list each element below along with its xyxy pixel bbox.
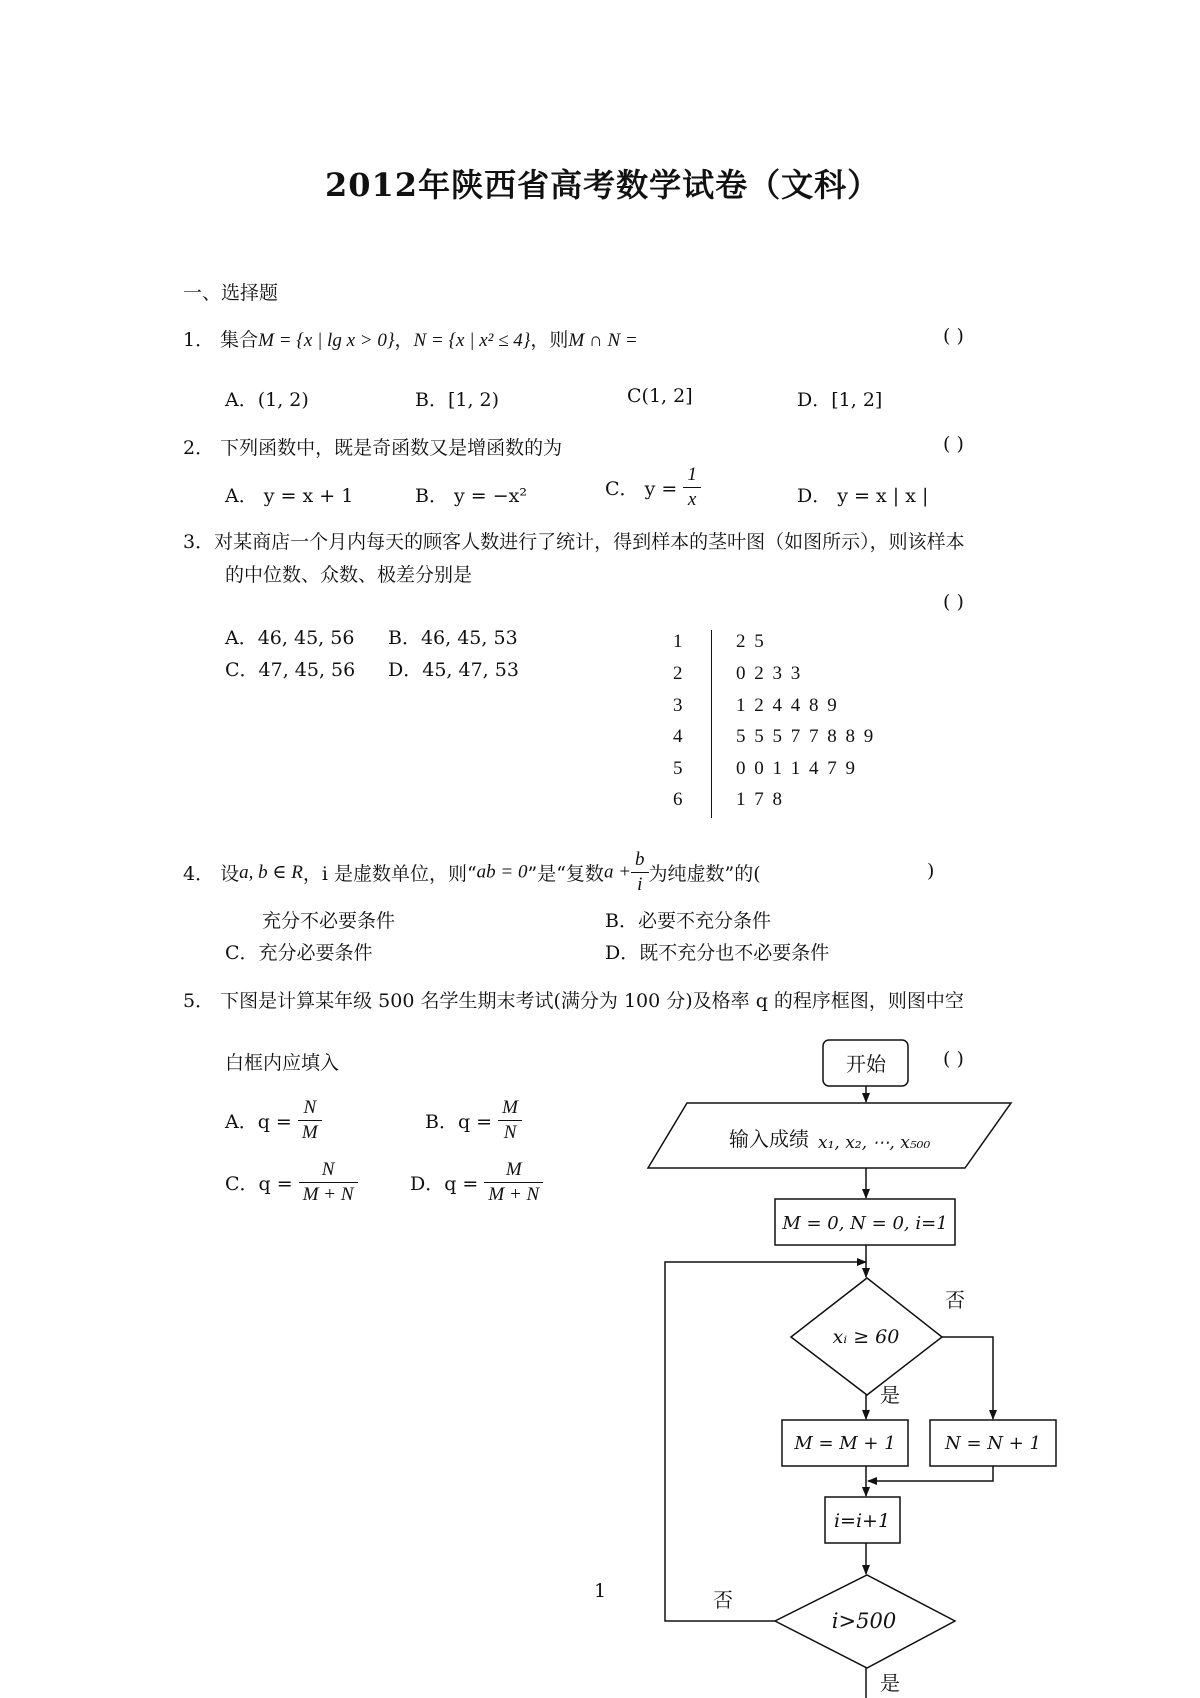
- question-number: 4．: [183, 863, 215, 885]
- stem-value: 5: [673, 758, 683, 779]
- question-text: 设: [220, 863, 240, 885]
- option-a: 充分不必要条件: [262, 910, 396, 932]
- option-b: B． y = −x²: [415, 485, 527, 507]
- question-text: 下列函数中，既是奇函数又是增函数的为: [220, 437, 563, 459]
- question-text-line2: 白框内应填入: [225, 1052, 340, 1074]
- option-a: A．(1, 2): [225, 389, 309, 411]
- stem-value: 3: [673, 695, 683, 716]
- math-expression: a +: [603, 861, 632, 883]
- question-text-line2: 的中位数、众数、极差分别是: [225, 564, 473, 586]
- question-number: 3．: [183, 531, 215, 553]
- fraction-denominator: N: [503, 1122, 517, 1143]
- math-expression: a, b ∈ R: [239, 862, 303, 883]
- stem-value: 4: [673, 726, 683, 747]
- section-heading: 一、选择题: [183, 282, 279, 304]
- yes-label-2: 是: [880, 1671, 900, 1695]
- option-label: A．q =: [225, 1111, 292, 1133]
- question-number: 2．: [183, 437, 215, 459]
- option-d: D．45, 47, 53: [388, 659, 519, 681]
- connector: [942, 1337, 993, 1419]
- question-number: 1．: [183, 329, 215, 351]
- fraction-numerator: N: [299, 1158, 358, 1183]
- answer-paren: ( ): [943, 1048, 964, 1070]
- fraction-denominator: M + N: [302, 1184, 354, 1205]
- connector: [868, 1466, 993, 1481]
- option-a: A．46, 45, 56: [225, 627, 355, 649]
- option-label: C． y =: [605, 478, 678, 500]
- option-label: C．q =: [225, 1173, 293, 1195]
- leaf-values: 2 5: [736, 631, 766, 652]
- option-d: D． y = x | x |: [797, 485, 929, 507]
- answer-paren: ( ): [943, 325, 964, 347]
- input-vars: x₁, x₂, ⋯, x₅₀₀: [818, 1133, 931, 1153]
- fraction-numerator: M: [498, 1096, 522, 1121]
- leaf-values: 5 5 5 7 7 8 8 9: [736, 726, 876, 747]
- question-text: 下图是计算某年级 500 名学生期末考试(满分为 100 分)及格率 q 的程序框图，则图中空: [220, 990, 964, 1012]
- page-number: 1: [594, 1580, 607, 1602]
- option-c: C(1, 2]: [627, 385, 693, 407]
- decision-2-label: i>500: [831, 1609, 897, 1633]
- start-label: 开始: [846, 1052, 886, 1076]
- math-expression: ab = 0: [476, 861, 528, 883]
- set-n: N = {x | x² ≤ 4}: [413, 330, 531, 351]
- question-number: 5．: [183, 990, 215, 1012]
- answer-paren: ( ): [943, 591, 964, 613]
- option-b: B．必要不充分条件: [605, 910, 771, 932]
- expression: M ∩ N =: [568, 330, 638, 351]
- option-c: C．47, 45, 56: [225, 659, 356, 681]
- option-d: D．既不充分也不必要条件: [605, 942, 830, 964]
- leaf-values: 1 2 4 4 8 9: [736, 695, 839, 716]
- option-d: D．[1, 2]: [797, 389, 883, 411]
- page-title: 2012年陕西省高考数学试卷（文科）: [325, 166, 881, 204]
- fraction-denominator: M + N: [488, 1184, 540, 1205]
- separator: ，: [394, 329, 414, 351]
- question-text: ，i 是虚数单位，则“: [302, 863, 477, 885]
- init-label: M = 0, N = 0, i=1: [782, 1213, 948, 1234]
- stem-value: 2: [673, 663, 683, 684]
- input-label: 输入成绩: [729, 1127, 809, 1151]
- question-text: ”是“复数: [527, 863, 604, 885]
- decision-1-label: xᵢ ≥ 60: [832, 1326, 900, 1348]
- fraction-denominator: i: [637, 874, 643, 895]
- stem-value: 6: [673, 789, 683, 810]
- leaf-values: 0 2 3 3: [736, 663, 803, 684]
- question-text: 集合: [220, 329, 259, 351]
- fraction-numerator: N: [298, 1096, 322, 1121]
- leaf-values: 1 7 8: [736, 789, 784, 810]
- option-a: A． y = x + 1: [225, 485, 354, 507]
- leaf-values: 0 0 1 1 4 7 9: [736, 758, 857, 779]
- question-text: 为纯虚数”的(: [648, 863, 761, 885]
- i-increment-label: i=i+1: [833, 1510, 891, 1532]
- option-label: D．q =: [410, 1173, 479, 1195]
- yes-label-1: 是: [880, 1383, 900, 1407]
- question-text: ，则: [530, 329, 569, 351]
- stem-value: 1: [673, 631, 683, 652]
- no-label-2: 否: [713, 1588, 733, 1612]
- n-increment-label: N = N + 1: [944, 1433, 1042, 1454]
- fraction-numerator: M: [484, 1158, 543, 1183]
- fraction-numerator: 1: [683, 463, 701, 488]
- fraction-denominator: M: [301, 1122, 318, 1143]
- option-label: B．q =: [425, 1111, 493, 1133]
- answer-paren-close: ): [927, 860, 935, 882]
- option-b: B．[1, 2): [415, 389, 500, 411]
- answer-paren: ( ): [943, 433, 964, 455]
- fraction-denominator: x: [687, 489, 697, 510]
- question-text: 对某商店一个月内每天的顾客人数进行了统计，得到样本的茎叶图（如图所示），则该样本: [214, 531, 965, 553]
- option-b: B．46, 45, 53: [388, 627, 518, 649]
- no-label-1: 否: [945, 1288, 965, 1312]
- option-c: C．充分必要条件: [225, 942, 373, 964]
- m-increment-label: M = M + 1: [794, 1433, 896, 1454]
- fraction-numerator: b: [631, 848, 649, 873]
- set-m: M = {x | lg x > 0}: [258, 330, 395, 351]
